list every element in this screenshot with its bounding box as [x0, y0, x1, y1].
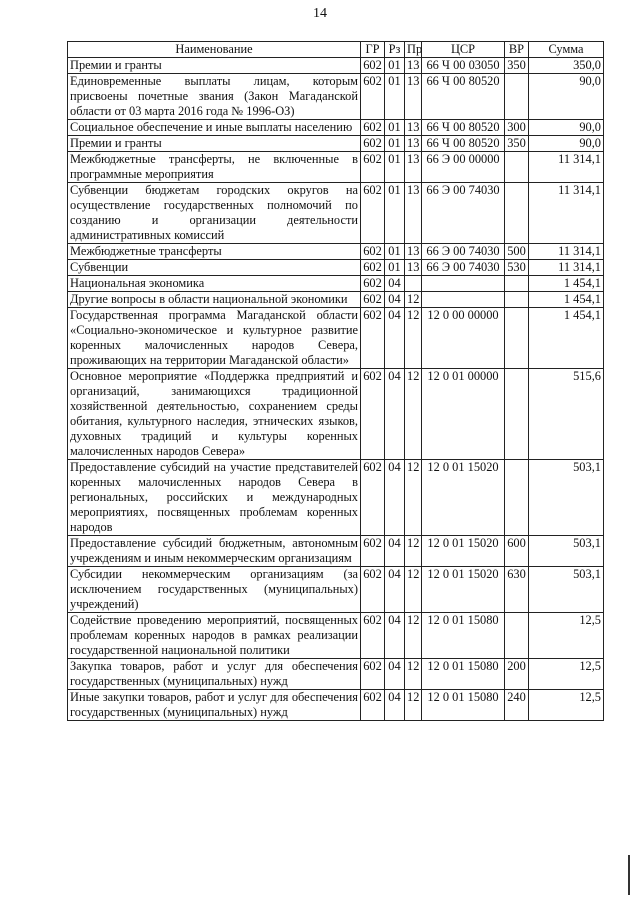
header-sum: Сумма: [529, 42, 604, 58]
cell-csr: 12 0 01 15080: [422, 690, 505, 721]
cell-rz: 04: [385, 292, 405, 308]
table-row: [68, 460, 604, 536]
cell-csr: 12 0 01 15080: [422, 659, 505, 690]
cell-sum: 11 314,1: [529, 244, 604, 260]
cell-rz: 04: [385, 613, 405, 659]
header-row: [68, 42, 604, 58]
cell-rz: 04: [385, 536, 405, 567]
cell-vr: [505, 74, 529, 120]
table-row: [68, 136, 604, 152]
cell-sum: 12,5: [529, 613, 604, 659]
cell-pr: 13: [405, 244, 422, 260]
cell-gr: 602: [361, 567, 385, 613]
cell-vr: [505, 460, 529, 536]
cell-pr: 13: [405, 152, 422, 183]
cell-gr: 602: [361, 613, 385, 659]
table-row: [68, 369, 604, 460]
cell-sum: 1 454,1: [529, 292, 604, 308]
cell-rz: 04: [385, 567, 405, 613]
cell-pr: 13: [405, 120, 422, 136]
cell-pr: 12: [405, 308, 422, 369]
cell-csr: 66 Ч 00 80520: [422, 74, 505, 120]
cell-name: Субвенции: [68, 260, 361, 276]
cell-vr: [505, 613, 529, 659]
cell-pr: 13: [405, 58, 422, 74]
cell-pr: 12: [405, 460, 422, 536]
cell-sum: 503,1: [529, 536, 604, 567]
table-row: [68, 613, 604, 659]
cell-name: Предоставление субсидий на участие представителей коренных малочисленных народов Севера в региональных, российских и международных мероприятиях, посвященных проблемам коренных народов: [68, 460, 361, 536]
cell-gr: 602: [361, 183, 385, 244]
table-row: [68, 536, 604, 567]
cell-name: Субсидии некоммерческим организациям (за исключением государственных (муниципальных) учреждений): [68, 567, 361, 613]
table-row: [68, 120, 604, 136]
cell-name: Субвенции бюджетам городских округов на осуществление государственных полномочий по созданию и организации деятельности административных комиссий: [68, 183, 361, 244]
cell-rz: 01: [385, 120, 405, 136]
cell-vr: [505, 152, 529, 183]
cell-rz: 01: [385, 152, 405, 183]
cell-csr: 12 0 00 00000: [422, 308, 505, 369]
cell-sum: 11 314,1: [529, 152, 604, 183]
cell-pr: 12: [405, 613, 422, 659]
header-vr: ВР: [505, 42, 529, 58]
table-row: [68, 659, 604, 690]
table-row: [68, 308, 604, 369]
cell-name: Основное мероприятие «Поддержка предприятий и организаций, занимающихся традиционной хозяйственной деятельностью, сохранением среды обитания, культурного наследия, этнических языков, духовных традиций и культуры коренных малочисленных народов Севера»: [68, 369, 361, 460]
cell-pr: 13: [405, 74, 422, 120]
cell-rz: 04: [385, 690, 405, 721]
table-row: [68, 567, 604, 613]
cell-vr: 350: [505, 58, 529, 74]
cell-vr: 600: [505, 536, 529, 567]
cell-name: Социальное обеспечение и иные выплаты населению: [68, 120, 361, 136]
cell-pr: 13: [405, 183, 422, 244]
table-row: [68, 292, 604, 308]
cell-gr: 602: [361, 136, 385, 152]
cell-sum: 90,0: [529, 120, 604, 136]
cell-rz: 04: [385, 460, 405, 536]
table-row: [68, 260, 604, 276]
header-rz: Рз: [385, 42, 405, 58]
cell-sum: 503,1: [529, 460, 604, 536]
table-row: [68, 276, 604, 292]
cell-pr: [405, 276, 422, 292]
cell-name: Премии и гранты: [68, 136, 361, 152]
cell-rz: 01: [385, 183, 405, 244]
cell-csr: 12 0 01 15020: [422, 460, 505, 536]
table-row: [68, 690, 604, 721]
cell-sum: 12,5: [529, 690, 604, 721]
cell-vr: 630: [505, 567, 529, 613]
cell-name: Другие вопросы в области национальной экономики: [68, 292, 361, 308]
cell-vr: [505, 292, 529, 308]
page-edge-mark: [628, 855, 630, 895]
cell-sum: 350,0: [529, 58, 604, 74]
cell-csr: 12 0 01 15020: [422, 536, 505, 567]
header-name: Наименование: [68, 42, 361, 58]
table-row: [68, 58, 604, 74]
cell-gr: 602: [361, 152, 385, 183]
cell-gr: 602: [361, 74, 385, 120]
cell-vr: 240: [505, 690, 529, 721]
cell-pr: 13: [405, 136, 422, 152]
cell-rz: 01: [385, 74, 405, 120]
cell-sum: 515,6: [529, 369, 604, 460]
cell-pr: 12: [405, 536, 422, 567]
cell-vr: 300: [505, 120, 529, 136]
cell-name: Национальная экономика: [68, 276, 361, 292]
cell-name: Иные закупки товаров, работ и услуг для обеспечения государственных (муниципальных) нужд: [68, 690, 361, 721]
cell-gr: 602: [361, 659, 385, 690]
cell-gr: 602: [361, 120, 385, 136]
cell-name: Закупка товаров, работ и услуг для обеспечения государственных (муниципальных) нужд: [68, 659, 361, 690]
cell-rz: 01: [385, 260, 405, 276]
cell-sum: 1 454,1: [529, 308, 604, 369]
cell-gr: 602: [361, 260, 385, 276]
cell-vr: [505, 308, 529, 369]
cell-name: Межбюджетные трансферты, не включенные в программные мероприятия: [68, 152, 361, 183]
cell-gr: 602: [361, 690, 385, 721]
cell-gr: 602: [361, 244, 385, 260]
cell-vr: [505, 369, 529, 460]
cell-csr: 66 Э 00 74030: [422, 244, 505, 260]
cell-vr: [505, 276, 529, 292]
cell-gr: 602: [361, 276, 385, 292]
cell-vr: 500: [505, 244, 529, 260]
cell-rz: 01: [385, 244, 405, 260]
cell-sum: 12,5: [529, 659, 604, 690]
cell-sum: 503,1: [529, 567, 604, 613]
cell-name: Межбюджетные трансферты: [68, 244, 361, 260]
cell-vr: 350: [505, 136, 529, 152]
cell-rz: 01: [385, 136, 405, 152]
cell-name: Содействие проведению мероприятий, посвященных проблемам коренных народов в рамках реализации государственной национальной политики: [68, 613, 361, 659]
cell-pr: 12: [405, 292, 422, 308]
cell-name: Предоставление субсидий бюджетным, автономным учреждениям и иным некоммерческим организациям: [68, 536, 361, 567]
cell-sum: 11 314,1: [529, 183, 604, 244]
cell-sum: 1 454,1: [529, 276, 604, 292]
cell-csr: 66 Ч 00 80520: [422, 136, 505, 152]
cell-pr: 13: [405, 260, 422, 276]
cell-gr: 602: [361, 292, 385, 308]
cell-pr: 12: [405, 659, 422, 690]
cell-vr: 530: [505, 260, 529, 276]
cell-gr: 602: [361, 460, 385, 536]
cell-pr: 12: [405, 690, 422, 721]
cell-csr: [422, 276, 505, 292]
cell-csr: [422, 292, 505, 308]
cell-rz: 04: [385, 659, 405, 690]
cell-csr: 12 0 01 15020: [422, 567, 505, 613]
cell-csr: 66 Э 00 00000: [422, 152, 505, 183]
table-row: [68, 74, 604, 120]
cell-sum: 11 314,1: [529, 260, 604, 276]
cell-gr: 602: [361, 308, 385, 369]
cell-name: Единовременные выплаты лицам, которым присвоены почетные звания (Закон Магаданской области от 03 марта 2016 года № 1996-ОЗ): [68, 74, 361, 120]
cell-rz: 01: [385, 58, 405, 74]
cell-sum: 90,0: [529, 136, 604, 152]
cell-name: Премии и гранты: [68, 58, 361, 74]
budget-table: [67, 41, 604, 721]
header-csr: ЦСР: [422, 42, 505, 58]
table-row: [68, 244, 604, 260]
cell-gr: 602: [361, 536, 385, 567]
table-row: [68, 152, 604, 183]
cell-csr: 12 0 01 00000: [422, 369, 505, 460]
cell-gr: 602: [361, 58, 385, 74]
cell-pr: 12: [405, 567, 422, 613]
cell-gr: 602: [361, 369, 385, 460]
cell-csr: 66 Э 00 74030: [422, 183, 505, 244]
cell-vr: 200: [505, 659, 529, 690]
page-number: 14: [313, 6, 327, 21]
cell-sum: 90,0: [529, 74, 604, 120]
table-row: [68, 183, 604, 244]
cell-rz: 04: [385, 369, 405, 460]
cell-pr: 12: [405, 369, 422, 460]
cell-rz: 04: [385, 308, 405, 369]
cell-rz: 04: [385, 276, 405, 292]
cell-csr: 12 0 01 15080: [422, 613, 505, 659]
cell-name: Государственная программа Магаданской области «Социально-экономическое и культурное развитие коренных малочисленных народов Севера, проживающих на территории Магаданской области»: [68, 308, 361, 369]
header-pr: Пр: [405, 42, 422, 58]
cell-csr: 66 Ч 00 80520: [422, 120, 505, 136]
cell-csr: 66 Ч 00 03050: [422, 58, 505, 74]
header-gr: ГР: [361, 42, 385, 58]
cell-vr: [505, 183, 529, 244]
cell-csr: 66 Э 00 74030: [422, 260, 505, 276]
